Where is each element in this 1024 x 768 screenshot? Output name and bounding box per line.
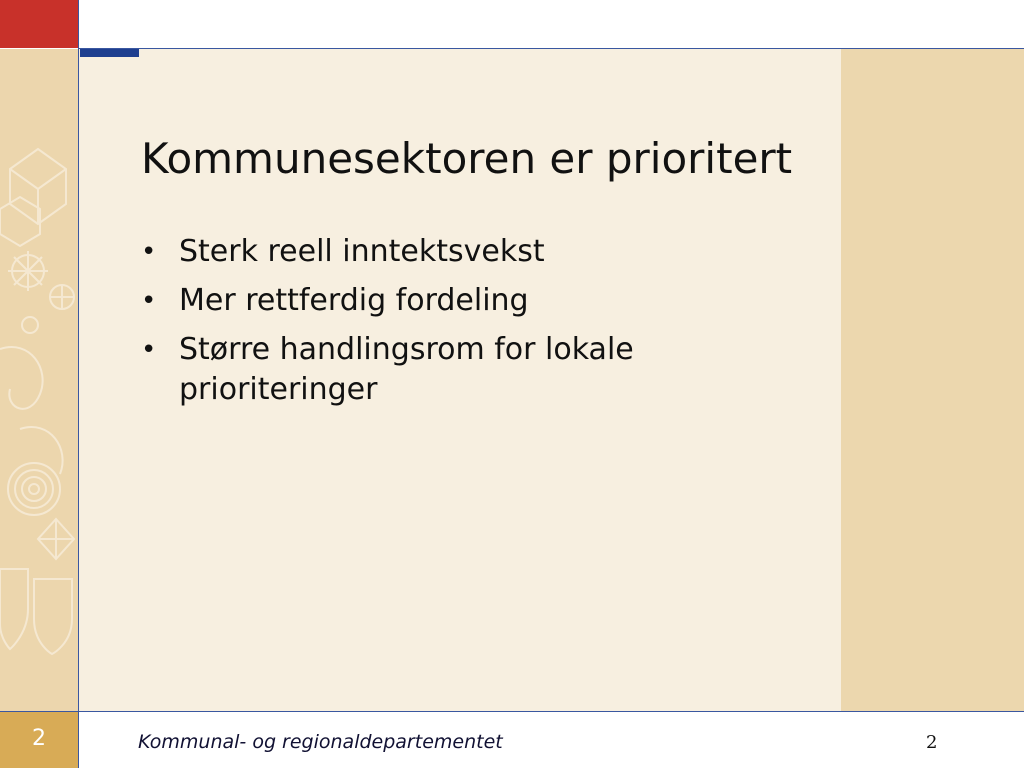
bullet-item [141,330,781,410]
shield-ornament-icon [0,569,72,654]
bullet-text: Sterk reell inntektsvekst [179,234,545,269]
slide-number-box [0,712,78,768]
slide-title: Kommunesektoren er prioritert [141,134,793,183]
cube-ornament-icon [0,149,66,246]
bullet-item [141,232,781,272]
right-side-panel [841,49,1024,711]
logo-red-block [0,0,78,48]
title-accent-bar [80,49,139,57]
header-bar [79,0,1024,48]
spiral-ornament-icon [8,463,60,515]
page-number: 2 [926,732,938,753]
ornament-pattern [0,49,78,711]
cross-ornament-icon [38,519,74,559]
slide-number-label: 2 [32,726,46,751]
snowflake-ornament-icon [8,251,74,333]
bullet-dot-icon: • [141,335,157,365]
bullet-text: Større handlingsrom for lokale prioriteringer [179,332,634,407]
left-ornament-strip [0,49,78,711]
bullet-list [141,232,781,419]
left-divider [78,0,79,768]
bullet-dot-icon: • [141,237,157,267]
curve-ornament-icon [0,347,63,474]
bullet-item [141,281,781,321]
footer-department: Kommunal- og regionaldepartementet [138,731,503,753]
bullet-text: Mer rettferdig fordeling [179,283,529,318]
bullet-dot-icon: • [141,286,157,316]
